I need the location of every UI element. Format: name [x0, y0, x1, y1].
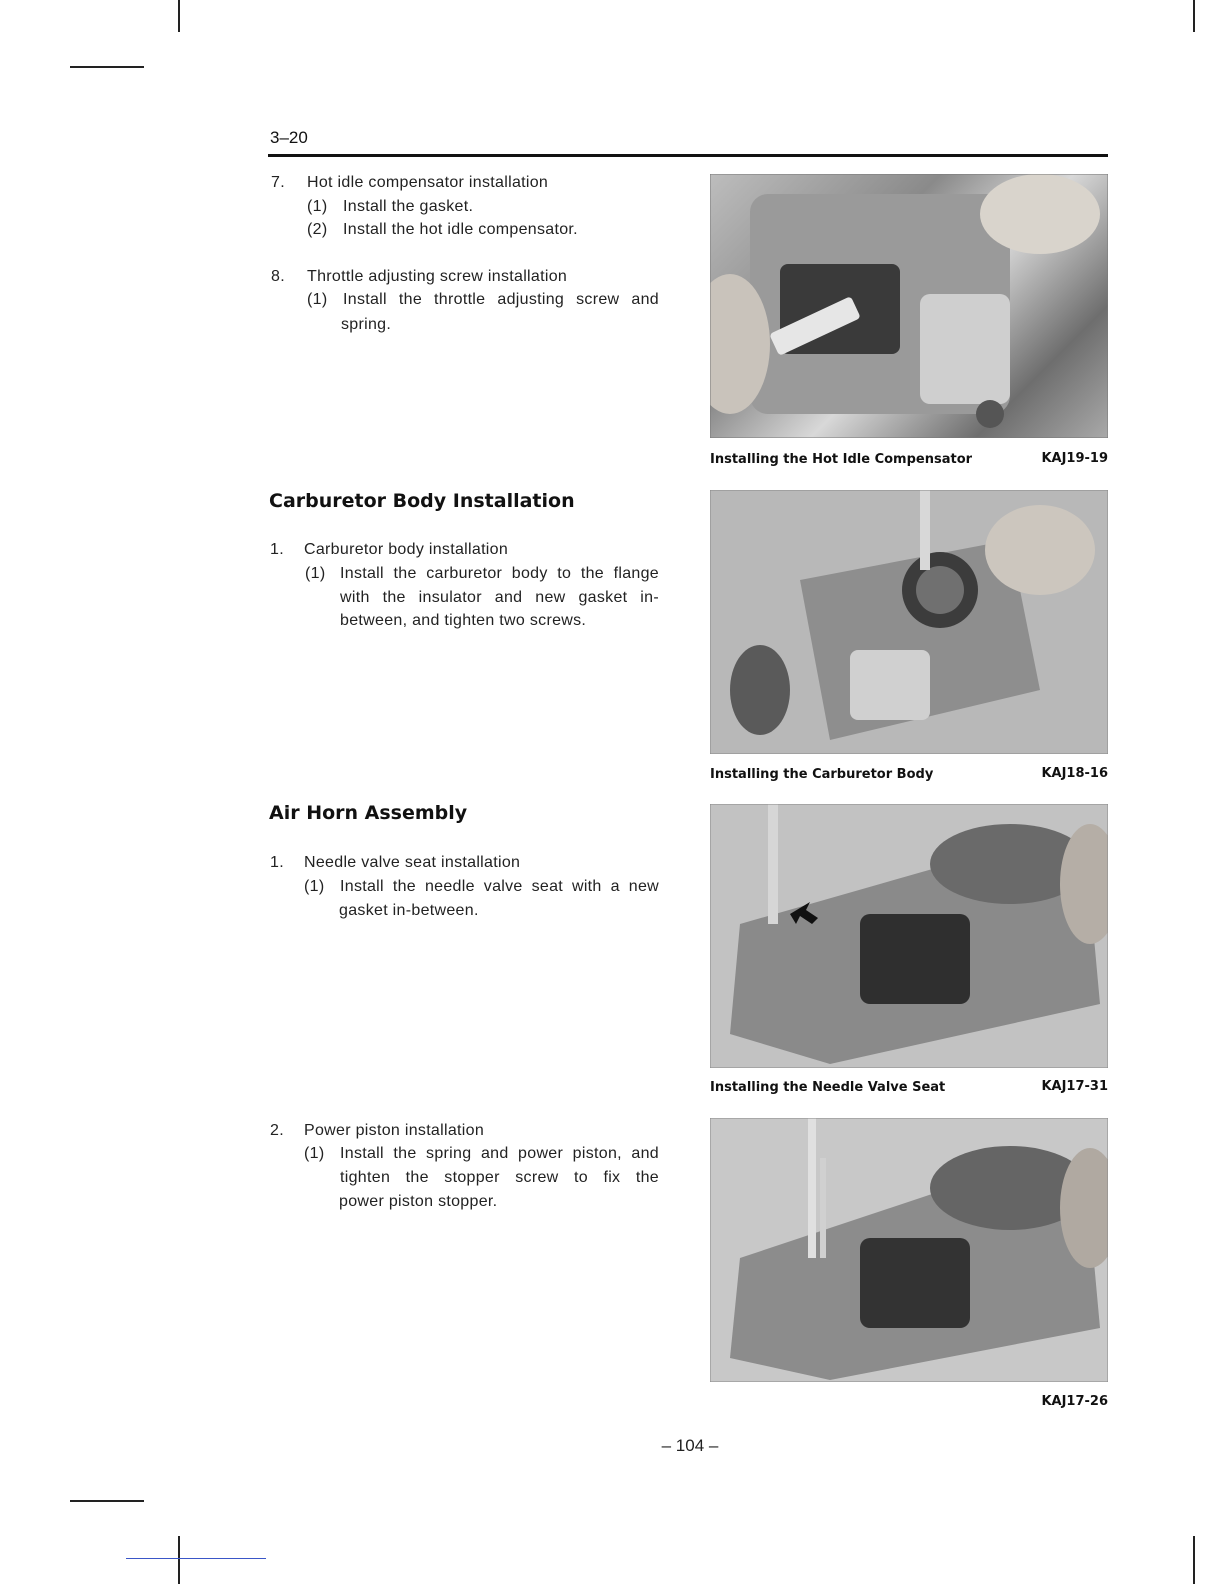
section-heading: Carburetor Body Installation [269, 490, 575, 512]
step-number: 1. [270, 854, 284, 871]
crop-mark [1193, 0, 1195, 32]
figure-caption: Installing the Carburetor Body [710, 767, 934, 782]
carburetor-photo-icon [710, 1118, 1108, 1382]
substep-text: Install the gasket. [343, 198, 474, 215]
substep-number: (1) [307, 291, 328, 308]
section-number: 3–20 [270, 128, 308, 147]
substep-text: Install the throttle adjusting screw and [343, 291, 659, 308]
carburetor-photo-icon [710, 804, 1108, 1068]
figure-caption: Installing the Needle Valve Seat [710, 1080, 946, 1095]
step-title: Power piston installation [304, 1122, 485, 1139]
crop-mark [178, 1536, 180, 1584]
substep-text: Install the hot idle compensator. [343, 221, 578, 238]
crop-mark [70, 66, 144, 68]
figure-code: KAJ17-26 [1041, 1394, 1108, 1409]
carburetor-photo-icon [710, 174, 1108, 438]
figure-code: KAJ19-19 [1041, 451, 1108, 466]
substep-text: Install the carburetor body to the flange [340, 565, 659, 582]
step-number: 1. [270, 541, 284, 558]
step-title: Throttle adjusting screw installation [307, 268, 568, 285]
crop-mark [70, 1500, 144, 1502]
step-number: 8. [271, 268, 285, 285]
substep-text: Install the needle valve seat with a new [340, 878, 659, 895]
substep-text: tighten the stopper screw to fix the [340, 1169, 659, 1186]
substep-number: (1) [307, 198, 328, 215]
substep-text: between, and tighten two screws. [340, 612, 587, 629]
step-number: 7. [271, 174, 285, 191]
substep-text: gasket in-between. [339, 902, 479, 919]
step-title: Hot idle compensator installation [307, 174, 549, 191]
substep-text: power piston stopper. [339, 1193, 498, 1210]
figure-photo-carburetor-body [710, 490, 1108, 754]
step-title: Needle valve seat installation [304, 854, 521, 871]
figure-photo-power-piston [710, 1118, 1108, 1382]
figure-code: KAJ18-16 [1041, 766, 1108, 781]
crop-mark [1193, 1536, 1195, 1584]
substep-text: Install the spring and power piston, and [340, 1145, 659, 1162]
figure-caption: Installing the Hot Idle Compensator [710, 452, 973, 467]
section-heading: Air Horn Assembly [269, 802, 468, 824]
carburetor-photo-icon [710, 490, 1108, 754]
crop-mark [178, 0, 180, 32]
step-number: 2. [270, 1122, 284, 1139]
substep-number: (1) [305, 565, 326, 582]
header-rule [268, 154, 1108, 157]
substep-text: with the insulator and new gasket in- [340, 589, 659, 606]
substep-text: spring. [341, 316, 392, 333]
step-title: Carburetor body installation [304, 541, 509, 558]
page-number: – 104 – [661, 1436, 719, 1455]
figure-code: KAJ17-31 [1041, 1079, 1108, 1094]
substep-number: (1) [304, 1145, 325, 1162]
substep-number: (2) [307, 221, 328, 238]
crop-mark [126, 1558, 266, 1559]
figure-photo-hot-idle-compensator [710, 174, 1108, 438]
substep-number: (1) [304, 878, 325, 895]
figure-photo-needle-valve-seat [710, 804, 1108, 1068]
